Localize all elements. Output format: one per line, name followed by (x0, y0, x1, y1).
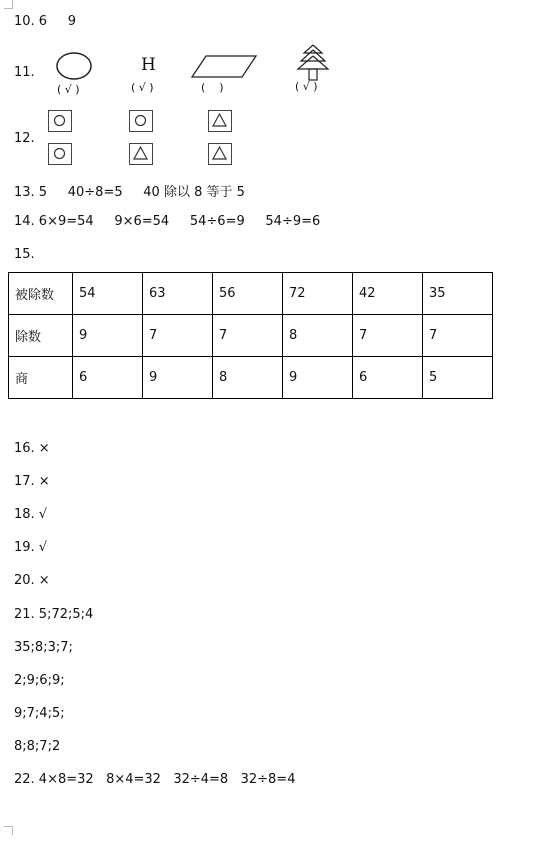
ellipse-figure (54, 50, 94, 82)
circle-icon (49, 144, 70, 163)
table-cell: 42 (353, 273, 423, 315)
table-cell: 8 (283, 315, 353, 357)
table-cell: 7 (423, 315, 493, 357)
answer-13: 13. 5 40÷8=5 40 除以 8 等于 5 (14, 185, 245, 200)
square-with-circle-box (48, 143, 72, 165)
page-corner-bottom-left (4, 826, 13, 835)
table-cell: 54 (73, 273, 143, 315)
page-corner-top-left (4, 0, 13, 9)
table-cell: 9 (283, 357, 353, 399)
answer-15-number: 15. (14, 247, 35, 262)
tree-figure (295, 43, 331, 83)
table-cell: 6 (353, 357, 423, 399)
table-row (9, 315, 493, 357)
answer-12-number: 12. (14, 131, 35, 146)
answer-19: 19. √ (14, 540, 48, 555)
square-with-triangle-box (208, 110, 232, 132)
triangle-icon (209, 111, 230, 130)
table-cell: 6 (73, 357, 143, 399)
table-cell: 72 (283, 273, 353, 315)
answer-18: 18. √ (14, 507, 48, 522)
answer-21-line-5: 8;8;7;2 (14, 739, 61, 754)
square-with-triangle-box (129, 143, 153, 165)
table-cell: 63 (143, 273, 213, 315)
table-row (9, 357, 493, 399)
triangle-icon (130, 144, 151, 163)
square-with-circle-box (48, 110, 72, 132)
table-cell: 9 (73, 315, 143, 357)
mark-ellipse: ( √ ) (57, 83, 80, 96)
square-with-circle-box (129, 110, 153, 132)
table-row (9, 273, 493, 315)
square-with-triangle-box (208, 143, 232, 165)
table-cell: 7 (213, 315, 283, 357)
parallelogram-figure (190, 54, 260, 80)
answer-21-line-3: 2;9;6;9; (14, 673, 65, 688)
table-cell: 56 (213, 273, 283, 315)
mark-letter-h: ( √ ) (131, 81, 154, 94)
answer-17: 17. × (14, 474, 50, 489)
table-cell: 8 (213, 357, 283, 399)
answer-11-number: 11. (14, 65, 35, 80)
answer-14: 14. 6×9=54 9×6=54 54÷6=9 54÷9=6 (14, 214, 321, 229)
answer-21-line-2: 35;8;3;7; (14, 640, 73, 655)
answer-20: 20. × (14, 573, 50, 588)
table-cell: 7 (143, 315, 213, 357)
triangle-icon (209, 144, 230, 163)
table-cell: 5 (423, 357, 493, 399)
answer-21: 21. 5;72;5;4 (14, 607, 94, 622)
table-cell: 7 (353, 315, 423, 357)
table-cell: 除数 (9, 315, 73, 357)
table-cell: 被除数 (9, 273, 73, 315)
circle-icon (49, 111, 70, 130)
table-cell: 9 (143, 357, 213, 399)
circle-icon (130, 111, 151, 130)
mark-parallelogram: ( ) (201, 81, 224, 94)
mark-tree: ( √ ) (295, 80, 318, 93)
answer-21-line-4: 9;7;4;5; (14, 706, 65, 721)
answer-22: 22. 4×8=32 8×4=32 32÷4=8 32÷8=4 (14, 772, 296, 787)
table-cell: 商 (9, 357, 73, 399)
letter-h-figure: H (141, 55, 156, 75)
division-table (8, 272, 493, 399)
answer-10: 10. 6 9 (14, 14, 77, 29)
answer-16: 16. × (14, 441, 50, 456)
table-cell: 35 (423, 273, 493, 315)
